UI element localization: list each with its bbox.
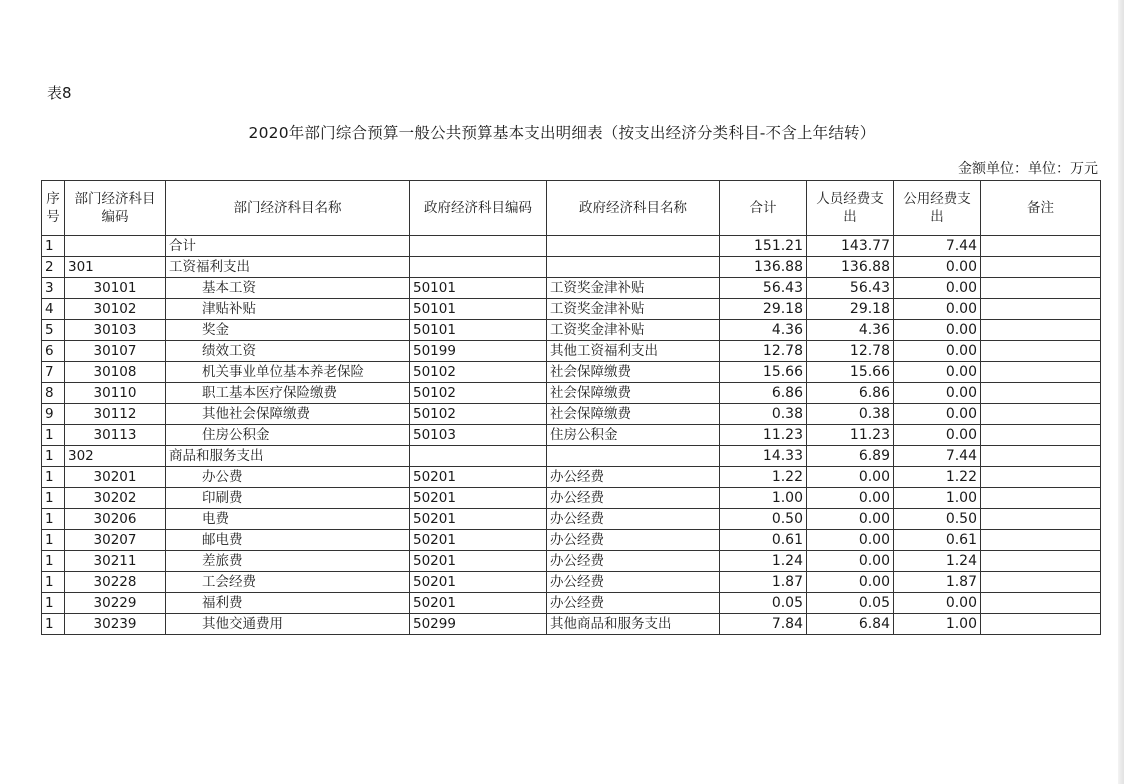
cell-gov-code: 50201 <box>410 509 547 530</box>
cell-gov-name: 社会保障缴费 <box>547 362 720 383</box>
cell-dept-name: 职工基本医疗保险缴费 <box>166 383 410 404</box>
header-total: 合计 <box>720 181 807 236</box>
table-row <box>42 341 1101 362</box>
cell-seq: 1 <box>42 593 65 614</box>
cell-dept-name: 商品和服务支出 <box>166 446 410 467</box>
cell-gov-code: 50299 <box>410 614 547 635</box>
cell-note <box>981 425 1101 446</box>
cell-personnel: 6.89 <box>807 446 894 467</box>
cell-gov-name: 住房公积金 <box>547 425 720 446</box>
header-gov-code: 政府经济科目编码 <box>410 181 547 236</box>
cell-total: 29.18 <box>720 299 807 320</box>
cell-public: 0.00 <box>894 362 981 383</box>
cell-seq: 1 <box>42 236 65 257</box>
cell-public: 0.00 <box>894 341 981 362</box>
cell-note <box>981 551 1101 572</box>
cell-dept-name: 合计 <box>166 236 410 257</box>
table-row <box>42 572 1101 593</box>
cell-personnel: 4.36 <box>807 320 894 341</box>
cell-note <box>981 383 1101 404</box>
cell-dept-name: 福利费 <box>166 593 410 614</box>
cell-dept-name: 津贴补贴 <box>166 299 410 320</box>
cell-seq: 6 <box>42 341 65 362</box>
cell-gov-name <box>547 257 720 278</box>
table-body <box>42 236 1101 635</box>
cell-public: 7.44 <box>894 236 981 257</box>
table-header-row <box>42 181 1101 236</box>
cell-note <box>981 404 1101 425</box>
cell-gov-code <box>410 446 547 467</box>
cell-personnel: 0.00 <box>807 509 894 530</box>
table-row <box>42 614 1101 635</box>
cell-gov-code: 50199 <box>410 341 547 362</box>
cell-personnel: 0.05 <box>807 593 894 614</box>
cell-total: 151.21 <box>720 236 807 257</box>
cell-note <box>981 593 1101 614</box>
cell-dept-name: 奖金 <box>166 320 410 341</box>
cell-gov-code: 50201 <box>410 467 547 488</box>
cell-dept-code: 30239 <box>65 614 166 635</box>
cell-personnel: 0.00 <box>807 530 894 551</box>
cell-gov-code: 50102 <box>410 362 547 383</box>
cell-gov-code: 50201 <box>410 572 547 593</box>
cell-dept-code: 30102 <box>65 299 166 320</box>
cell-dept-code: 30229 <box>65 593 166 614</box>
cell-total: 1.87 <box>720 572 807 593</box>
cell-dept-name: 工资福利支出 <box>166 257 410 278</box>
table-row <box>42 383 1101 404</box>
cell-seq: 5 <box>42 320 65 341</box>
cell-note <box>981 362 1101 383</box>
cell-personnel: 29.18 <box>807 299 894 320</box>
cell-public: 0.00 <box>894 593 981 614</box>
cell-dept-code: 30202 <box>65 488 166 509</box>
cell-public: 1.24 <box>894 551 981 572</box>
cell-dept-code <box>65 236 166 257</box>
cell-gov-name: 办公经费 <box>547 467 720 488</box>
cell-dept-code: 301 <box>65 257 166 278</box>
table-row <box>42 446 1101 467</box>
header-dept-code: 部门经济科目编码 <box>65 181 166 236</box>
cell-total: 4.36 <box>720 320 807 341</box>
cell-seq: 1 <box>42 551 65 572</box>
cell-gov-code: 50201 <box>410 530 547 551</box>
cell-public: 0.00 <box>894 278 981 299</box>
cell-dept-code: 30101 <box>65 278 166 299</box>
cell-public: 1.00 <box>894 488 981 509</box>
cell-dept-name: 工会经费 <box>166 572 410 593</box>
cell-dept-code: 30228 <box>65 572 166 593</box>
cell-note <box>981 320 1101 341</box>
cell-note <box>981 341 1101 362</box>
cell-note <box>981 614 1101 635</box>
cell-personnel: 6.86 <box>807 383 894 404</box>
cell-dept-code: 30113 <box>65 425 166 446</box>
cell-personnel: 136.88 <box>807 257 894 278</box>
cell-gov-name: 办公经费 <box>547 509 720 530</box>
cell-seq: 1 <box>42 509 65 530</box>
cell-gov-code <box>410 236 547 257</box>
header-note: 备注 <box>981 181 1101 236</box>
cell-total: 56.43 <box>720 278 807 299</box>
cell-gov-name <box>547 446 720 467</box>
cell-gov-name: 办公经费 <box>547 551 720 572</box>
cell-total: 7.84 <box>720 614 807 635</box>
cell-dept-code: 30201 <box>65 467 166 488</box>
cell-gov-name: 其他工资福利支出 <box>547 341 720 362</box>
table-row <box>42 551 1101 572</box>
cell-seq: 4 <box>42 299 65 320</box>
cell-gov-name: 社会保障缴费 <box>547 383 720 404</box>
cell-personnel: 0.38 <box>807 404 894 425</box>
cell-dept-code: 30206 <box>65 509 166 530</box>
cell-dept-code: 30112 <box>65 404 166 425</box>
cell-total: 11.23 <box>720 425 807 446</box>
cell-dept-code: 30207 <box>65 530 166 551</box>
cell-dept-code: 302 <box>65 446 166 467</box>
cell-gov-code: 50201 <box>410 488 547 509</box>
cell-note <box>981 257 1101 278</box>
cell-note <box>981 488 1101 509</box>
cell-dept-code: 30110 <box>65 383 166 404</box>
table-row <box>42 278 1101 299</box>
cell-seq: 7 <box>42 362 65 383</box>
header-personnel: 人员经费支出 <box>807 181 894 236</box>
cell-public: 0.00 <box>894 257 981 278</box>
table-number-label: 表8 <box>47 84 72 102</box>
cell-gov-name: 办公经费 <box>547 488 720 509</box>
cell-total: 14.33 <box>720 446 807 467</box>
table-row <box>42 404 1101 425</box>
table-row <box>42 299 1101 320</box>
document-title: 2020年部门综合预算一般公共预算基本支出明细表（按支出经济分类科目-不含上年结转） <box>248 124 876 142</box>
cell-total: 12.78 <box>720 341 807 362</box>
cell-note <box>981 446 1101 467</box>
table-row <box>42 530 1101 551</box>
cell-gov-code: 50102 <box>410 404 547 425</box>
scan-edge-shadow <box>1118 0 1124 784</box>
cell-gov-code: 50101 <box>410 320 547 341</box>
cell-total: 0.05 <box>720 593 807 614</box>
cell-gov-name: 办公经费 <box>547 572 720 593</box>
header-seq: 序号 <box>42 181 65 236</box>
cell-dept-code: 30107 <box>65 341 166 362</box>
amount-unit-note: 金额单位：单位：万元 <box>958 161 1098 177</box>
cell-public: 0.00 <box>894 299 981 320</box>
cell-dept-name: 机关事业单位基本养老保险 <box>166 362 410 383</box>
cell-public: 0.00 <box>894 320 981 341</box>
cell-seq: 1 <box>42 614 65 635</box>
cell-dept-code: 30211 <box>65 551 166 572</box>
cell-note <box>981 509 1101 530</box>
expenditure-detail-table <box>41 180 1101 635</box>
cell-seq: 2 <box>42 257 65 278</box>
cell-total: 1.24 <box>720 551 807 572</box>
cell-seq: 1 <box>42 572 65 593</box>
cell-gov-name: 工资奖金津补贴 <box>547 299 720 320</box>
cell-gov-name: 社会保障缴费 <box>547 404 720 425</box>
cell-gov-code: 50101 <box>410 299 547 320</box>
table-row <box>42 425 1101 446</box>
cell-dept-name: 住房公积金 <box>166 425 410 446</box>
cell-gov-name: 工资奖金津补贴 <box>547 320 720 341</box>
cell-seq: 9 <box>42 404 65 425</box>
table-row <box>42 236 1101 257</box>
table-row <box>42 467 1101 488</box>
cell-gov-name: 办公经费 <box>547 530 720 551</box>
cell-total: 136.88 <box>720 257 807 278</box>
header-dept-name: 部门经济科目名称 <box>166 181 410 236</box>
table-row <box>42 593 1101 614</box>
cell-dept-code: 30108 <box>65 362 166 383</box>
cell-total: 0.50 <box>720 509 807 530</box>
cell-note <box>981 236 1101 257</box>
cell-personnel: 0.00 <box>807 551 894 572</box>
cell-public: 0.00 <box>894 383 981 404</box>
cell-note <box>981 299 1101 320</box>
cell-personnel: 0.00 <box>807 467 894 488</box>
cell-total: 15.66 <box>720 362 807 383</box>
cell-public: 7.44 <box>894 446 981 467</box>
cell-personnel: 56.43 <box>807 278 894 299</box>
cell-dept-name: 其他交通费用 <box>166 614 410 635</box>
table-row <box>42 362 1101 383</box>
cell-gov-name: 工资奖金津补贴 <box>547 278 720 299</box>
cell-dept-code: 30103 <box>65 320 166 341</box>
cell-total: 0.61 <box>720 530 807 551</box>
cell-dept-name: 基本工资 <box>166 278 410 299</box>
cell-personnel: 12.78 <box>807 341 894 362</box>
cell-gov-code: 50201 <box>410 551 547 572</box>
cell-seq: 1 <box>42 425 65 446</box>
cell-gov-code: 50201 <box>410 593 547 614</box>
cell-note <box>981 278 1101 299</box>
cell-public: 1.87 <box>894 572 981 593</box>
cell-seq: 1 <box>42 446 65 467</box>
table-row <box>42 509 1101 530</box>
cell-total: 0.38 <box>720 404 807 425</box>
cell-gov-name <box>547 236 720 257</box>
header-gov-name: 政府经济科目名称 <box>547 181 720 236</box>
table-row <box>42 257 1101 278</box>
cell-public: 1.22 <box>894 467 981 488</box>
cell-public: 0.00 <box>894 425 981 446</box>
cell-note <box>981 467 1101 488</box>
cell-note <box>981 572 1101 593</box>
cell-personnel: 143.77 <box>807 236 894 257</box>
cell-seq: 1 <box>42 530 65 551</box>
cell-gov-code: 50102 <box>410 383 547 404</box>
cell-dept-name: 办公费 <box>166 467 410 488</box>
cell-seq: 1 <box>42 467 65 488</box>
cell-dept-name: 印刷费 <box>166 488 410 509</box>
cell-gov-code <box>410 257 547 278</box>
cell-seq: 1 <box>42 488 65 509</box>
cell-personnel: 11.23 <box>807 425 894 446</box>
cell-gov-code: 50103 <box>410 425 547 446</box>
cell-dept-name: 绩效工资 <box>166 341 410 362</box>
cell-dept-name: 电费 <box>166 509 410 530</box>
table-row <box>42 320 1101 341</box>
cell-personnel: 0.00 <box>807 572 894 593</box>
cell-dept-name: 差旅费 <box>166 551 410 572</box>
header-public: 公用经费支出 <box>894 181 981 236</box>
cell-personnel: 15.66 <box>807 362 894 383</box>
cell-personnel: 0.00 <box>807 488 894 509</box>
cell-dept-name: 其他社会保障缴费 <box>166 404 410 425</box>
cell-gov-name: 办公经费 <box>547 593 720 614</box>
cell-public: 0.50 <box>894 509 981 530</box>
table-row <box>42 488 1101 509</box>
cell-public: 0.61 <box>894 530 981 551</box>
cell-note <box>981 530 1101 551</box>
cell-public: 1.00 <box>894 614 981 635</box>
cell-seq: 3 <box>42 278 65 299</box>
cell-seq: 8 <box>42 383 65 404</box>
cell-personnel: 6.84 <box>807 614 894 635</box>
cell-gov-code: 50101 <box>410 278 547 299</box>
cell-dept-name: 邮电费 <box>166 530 410 551</box>
cell-total: 6.86 <box>720 383 807 404</box>
cell-public: 0.00 <box>894 404 981 425</box>
cell-gov-name: 其他商品和服务支出 <box>547 614 720 635</box>
cell-total: 1.22 <box>720 467 807 488</box>
cell-total: 1.00 <box>720 488 807 509</box>
